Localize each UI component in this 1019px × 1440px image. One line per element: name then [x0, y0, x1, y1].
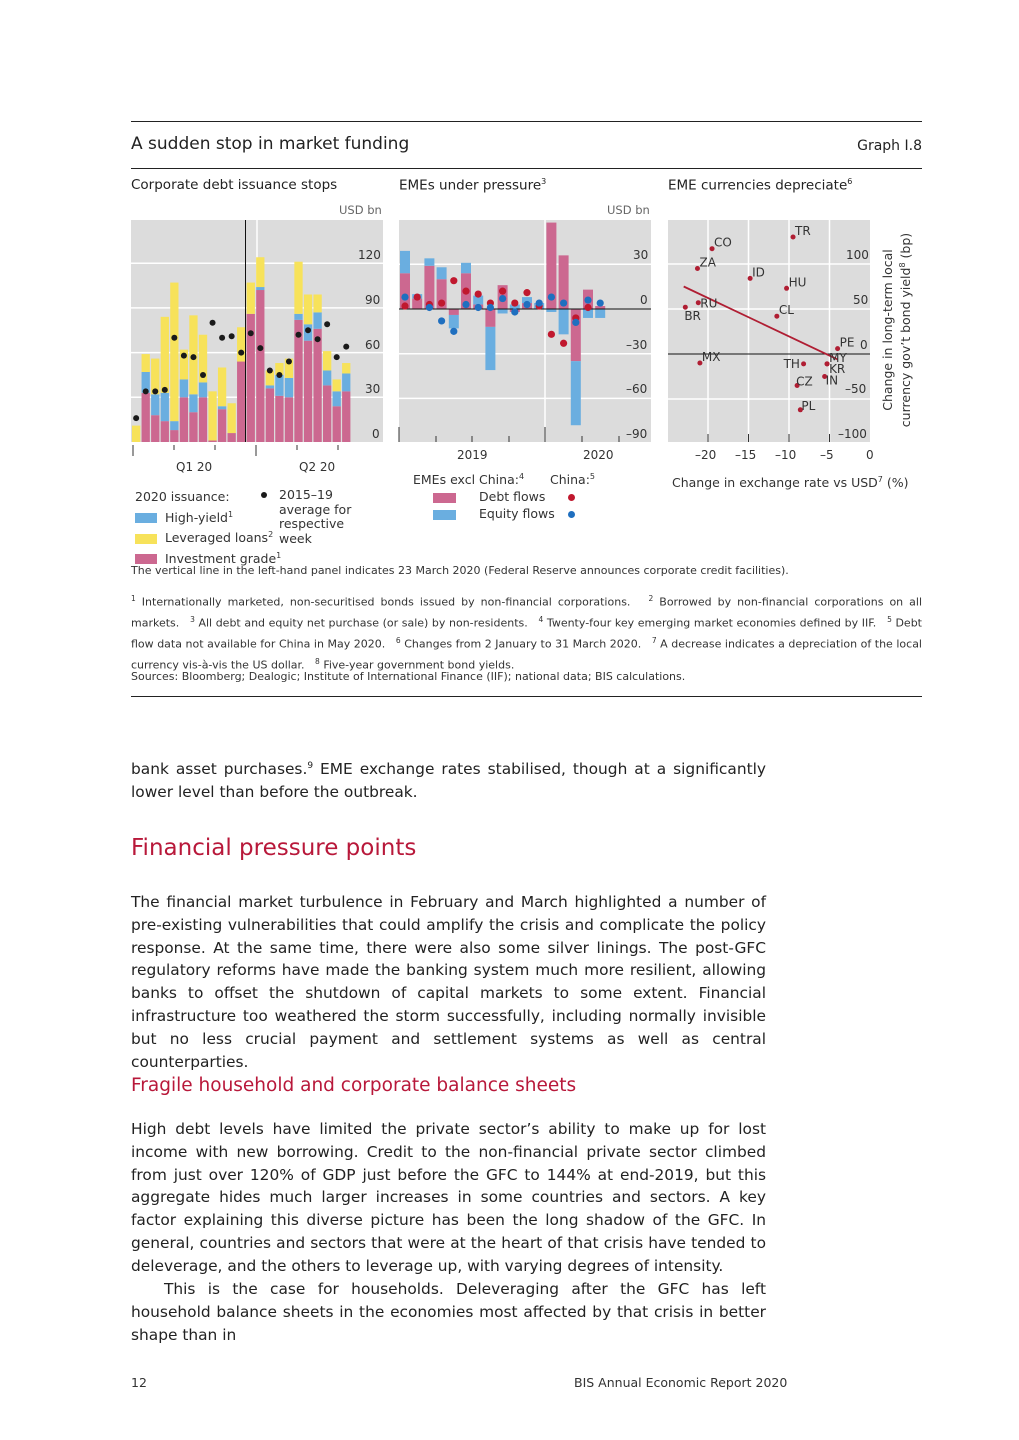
- middle-legend: [413, 472, 613, 532]
- footnote-marker: 4: [538, 615, 544, 625]
- right-panel-title: EME currencies depreciate$^6$: [668, 177, 853, 194]
- right-y-tick: 50: [853, 293, 869, 307]
- right-y-tick: 100: [846, 248, 869, 262]
- legend-item-high-yield: High-yield$^1$: [135, 506, 281, 527]
- middle-y-tick: –30: [626, 338, 648, 352]
- right-chart: [0, 0, 1019, 470]
- left-panel-title: Corporate debt issuance stops: [131, 177, 338, 193]
- legend-heading: 2020 issuance:: [135, 489, 230, 504]
- dot-icon: [261, 492, 267, 498]
- country-label: MY: [829, 350, 847, 365]
- debt-flows-swatch: [433, 493, 456, 503]
- leveraged-loans-swatch: [135, 534, 157, 544]
- footnote-marker: 1: [131, 594, 136, 603]
- right-y-tick: –50: [845, 382, 867, 396]
- high-yield-swatch: [135, 513, 157, 523]
- graph-title: A sudden stop in market funding: [131, 134, 410, 154]
- right-x-tick: –5: [820, 448, 834, 462]
- middle-y-tick: –60: [626, 382, 648, 396]
- legend-col1-heading: EMEs excl China:$^4$: [413, 472, 525, 488]
- legend-col2-heading: China:$^5$: [550, 472, 596, 488]
- footnote-marker: 8: [315, 657, 320, 667]
- left-y-tick: 90: [365, 293, 381, 307]
- dot-legend: 2015–19 average for respective week: [261, 488, 371, 546]
- legend-item-investment-grade: Investment grade$^1$: [135, 547, 281, 568]
- country-label: TR: [795, 224, 811, 238]
- country-label: PL: [801, 398, 816, 413]
- country-label: CZ: [796, 374, 813, 389]
- left-y-tick: 30: [365, 382, 381, 396]
- country-label: ID: [752, 265, 765, 280]
- sources: Sources: Bloomberg; Dealogic; Institute of International Finance (IIF); national data; BIS calculations.: [131, 670, 686, 683]
- footnotes: [131, 590, 922, 675]
- right-x-tick: –20: [695, 448, 717, 462]
- middle-unit-label: USD bn: [607, 203, 650, 217]
- footnote-text: Borrowed by non-financial corporations on all markets.: [131, 595, 923, 630]
- middle-panel-title: EMEs under pressure$^3$: [399, 177, 547, 194]
- country-label: CO: [714, 235, 732, 250]
- footnote-marker: 5: [887, 615, 892, 625]
- middle-x-label-2020: 2020: [583, 448, 614, 462]
- footnote-text: A decrease indicates a depreciation of the local currency vis-à-vis the US dollar.: [131, 637, 922, 673]
- paragraph-debt-levels: High debt levels have limited the private sector’s ability to make up for lost income with new borrowing. Credit to the non-financial private sector climbed from just over 120% of GDP just before the GFC to 144% at end-2019, but this aggregate hides much larger increases in some countries and sectors. A key factor explaining this diverse picture has been the long shadow of the GFC. In general, countries and sectors that were at the heart of that crisis have tended to deleverage, and the others to leverage up, with varying degrees of intensity.: [131, 1120, 766, 1275]
- footnote-text: Internationally marketed, non-securitised bonds issued by non-financial corporations.: [135, 595, 649, 609]
- middle-y-tick: –90: [626, 427, 648, 441]
- legend-equity-flows-label: Equity flows: [479, 506, 555, 521]
- right-x-tick: 0: [866, 448, 874, 462]
- left-x-label-q2: Q2 20: [299, 460, 336, 474]
- footnote-marker: 3: [190, 615, 195, 625]
- footnote-text: All debt and equity net purchase (or sale) by non-residents.: [194, 616, 539, 630]
- china-equity-dot-icon: [568, 511, 575, 518]
- left-x-label-q1: Q1 20: [176, 460, 213, 474]
- page-number: 12: [131, 1375, 147, 1390]
- paragraph-intro: bank asset purchases.$^9$ EME exchange rates stabilised, though at a significantly lower level than before the outbreak.: [131, 760, 766, 801]
- publication-title: BIS Annual Economic Report 2020: [574, 1375, 788, 1390]
- footnote-text: Twenty-four key emerging market economies defined by IIF.: [543, 616, 888, 630]
- country-label: BR: [684, 309, 701, 324]
- paragraph-financial-pressure: The financial market turbulence in February and March highlighted a number of pre-existing vulnerabilities that could amplify the crisis and complicate the policy response. At the same time, there were also some silver linings. The post-GFC regulatory reforms have made the banking system much more resilient, allowing banks to offset the shutdown of capital markets to some extent. Financial infrastructure too weathered the storm successfully, including normally invisible but no less crucial payment and settlement systems as well as central counterparties.: [131, 893, 766, 1071]
- vertical-line-note: The vertical line in the left-hand panel indicates 23 March 2020 (Federal Reserve announces corporate credit facilities).: [131, 564, 789, 577]
- right-y-tick: –100: [838, 427, 867, 441]
- country-label: MX: [701, 350, 721, 364]
- country-label: CL: [778, 303, 794, 318]
- left-y-tick: 60: [365, 338, 381, 352]
- footnote-text: Changes from 2 January to 31 March 2020.: [400, 637, 652, 651]
- footnote-marker: 2: [648, 594, 654, 603]
- country-label: IN: [825, 373, 839, 388]
- legend-debt-flows-label: Debt flows: [479, 489, 546, 504]
- left-y-tick: 0: [372, 427, 380, 441]
- china-debt-dot-icon: [568, 494, 575, 501]
- right-x-tick: –10: [775, 448, 797, 462]
- middle-y-tick: 30: [633, 248, 649, 262]
- country-label: RU: [700, 296, 718, 311]
- country-label: TH: [783, 356, 800, 371]
- right-x-axis-label: Change in exchange rate vs USD$^7$ (%): [672, 475, 909, 491]
- country-label: ZA: [699, 255, 716, 270]
- footnote-text: Five-year government bond yields.: [319, 659, 515, 673]
- left-y-tick: 120: [358, 248, 381, 262]
- right-x-tick: –15: [735, 448, 757, 462]
- footnote-marker: 7: [651, 636, 657, 646]
- country-point: [801, 361, 806, 366]
- plot-background: [668, 220, 870, 442]
- left-unit-label: USD bn: [339, 203, 382, 217]
- footnote-text: Debt flow data not available for China in May 2020.: [131, 616, 922, 651]
- subsection-heading: Fragile household and corporate balance sheets: [131, 1075, 577, 1096]
- right-y-axis-label: Change in long-term local currency gov’t bond yield$^8$ (bp): [880, 232, 914, 428]
- graph-bottom-rule: [131, 696, 922, 697]
- footnote-marker: 6: [395, 636, 401, 646]
- equity-flows-swatch: [433, 510, 456, 520]
- legend-item-leveraged-loans: Leveraged loans$^2$: [135, 526, 281, 547]
- middle-x-label-2019: 2019: [457, 448, 488, 462]
- country-label: HU: [788, 275, 807, 290]
- country-label: KR: [829, 361, 846, 376]
- country-label: PE: [839, 335, 855, 350]
- right-y-tick: 0: [860, 338, 868, 352]
- left-legend: [135, 488, 281, 567]
- section-heading: Financial pressure points: [131, 835, 417, 861]
- paragraph-households: This is the case for households. Deleveraging after the GFC has left household balance sheets in the economies most affected by that crisis in better shape than in: [131, 1280, 766, 1344]
- graph-number: Graph I.8: [857, 138, 922, 154]
- middle-y-tick: 0: [640, 293, 648, 307]
